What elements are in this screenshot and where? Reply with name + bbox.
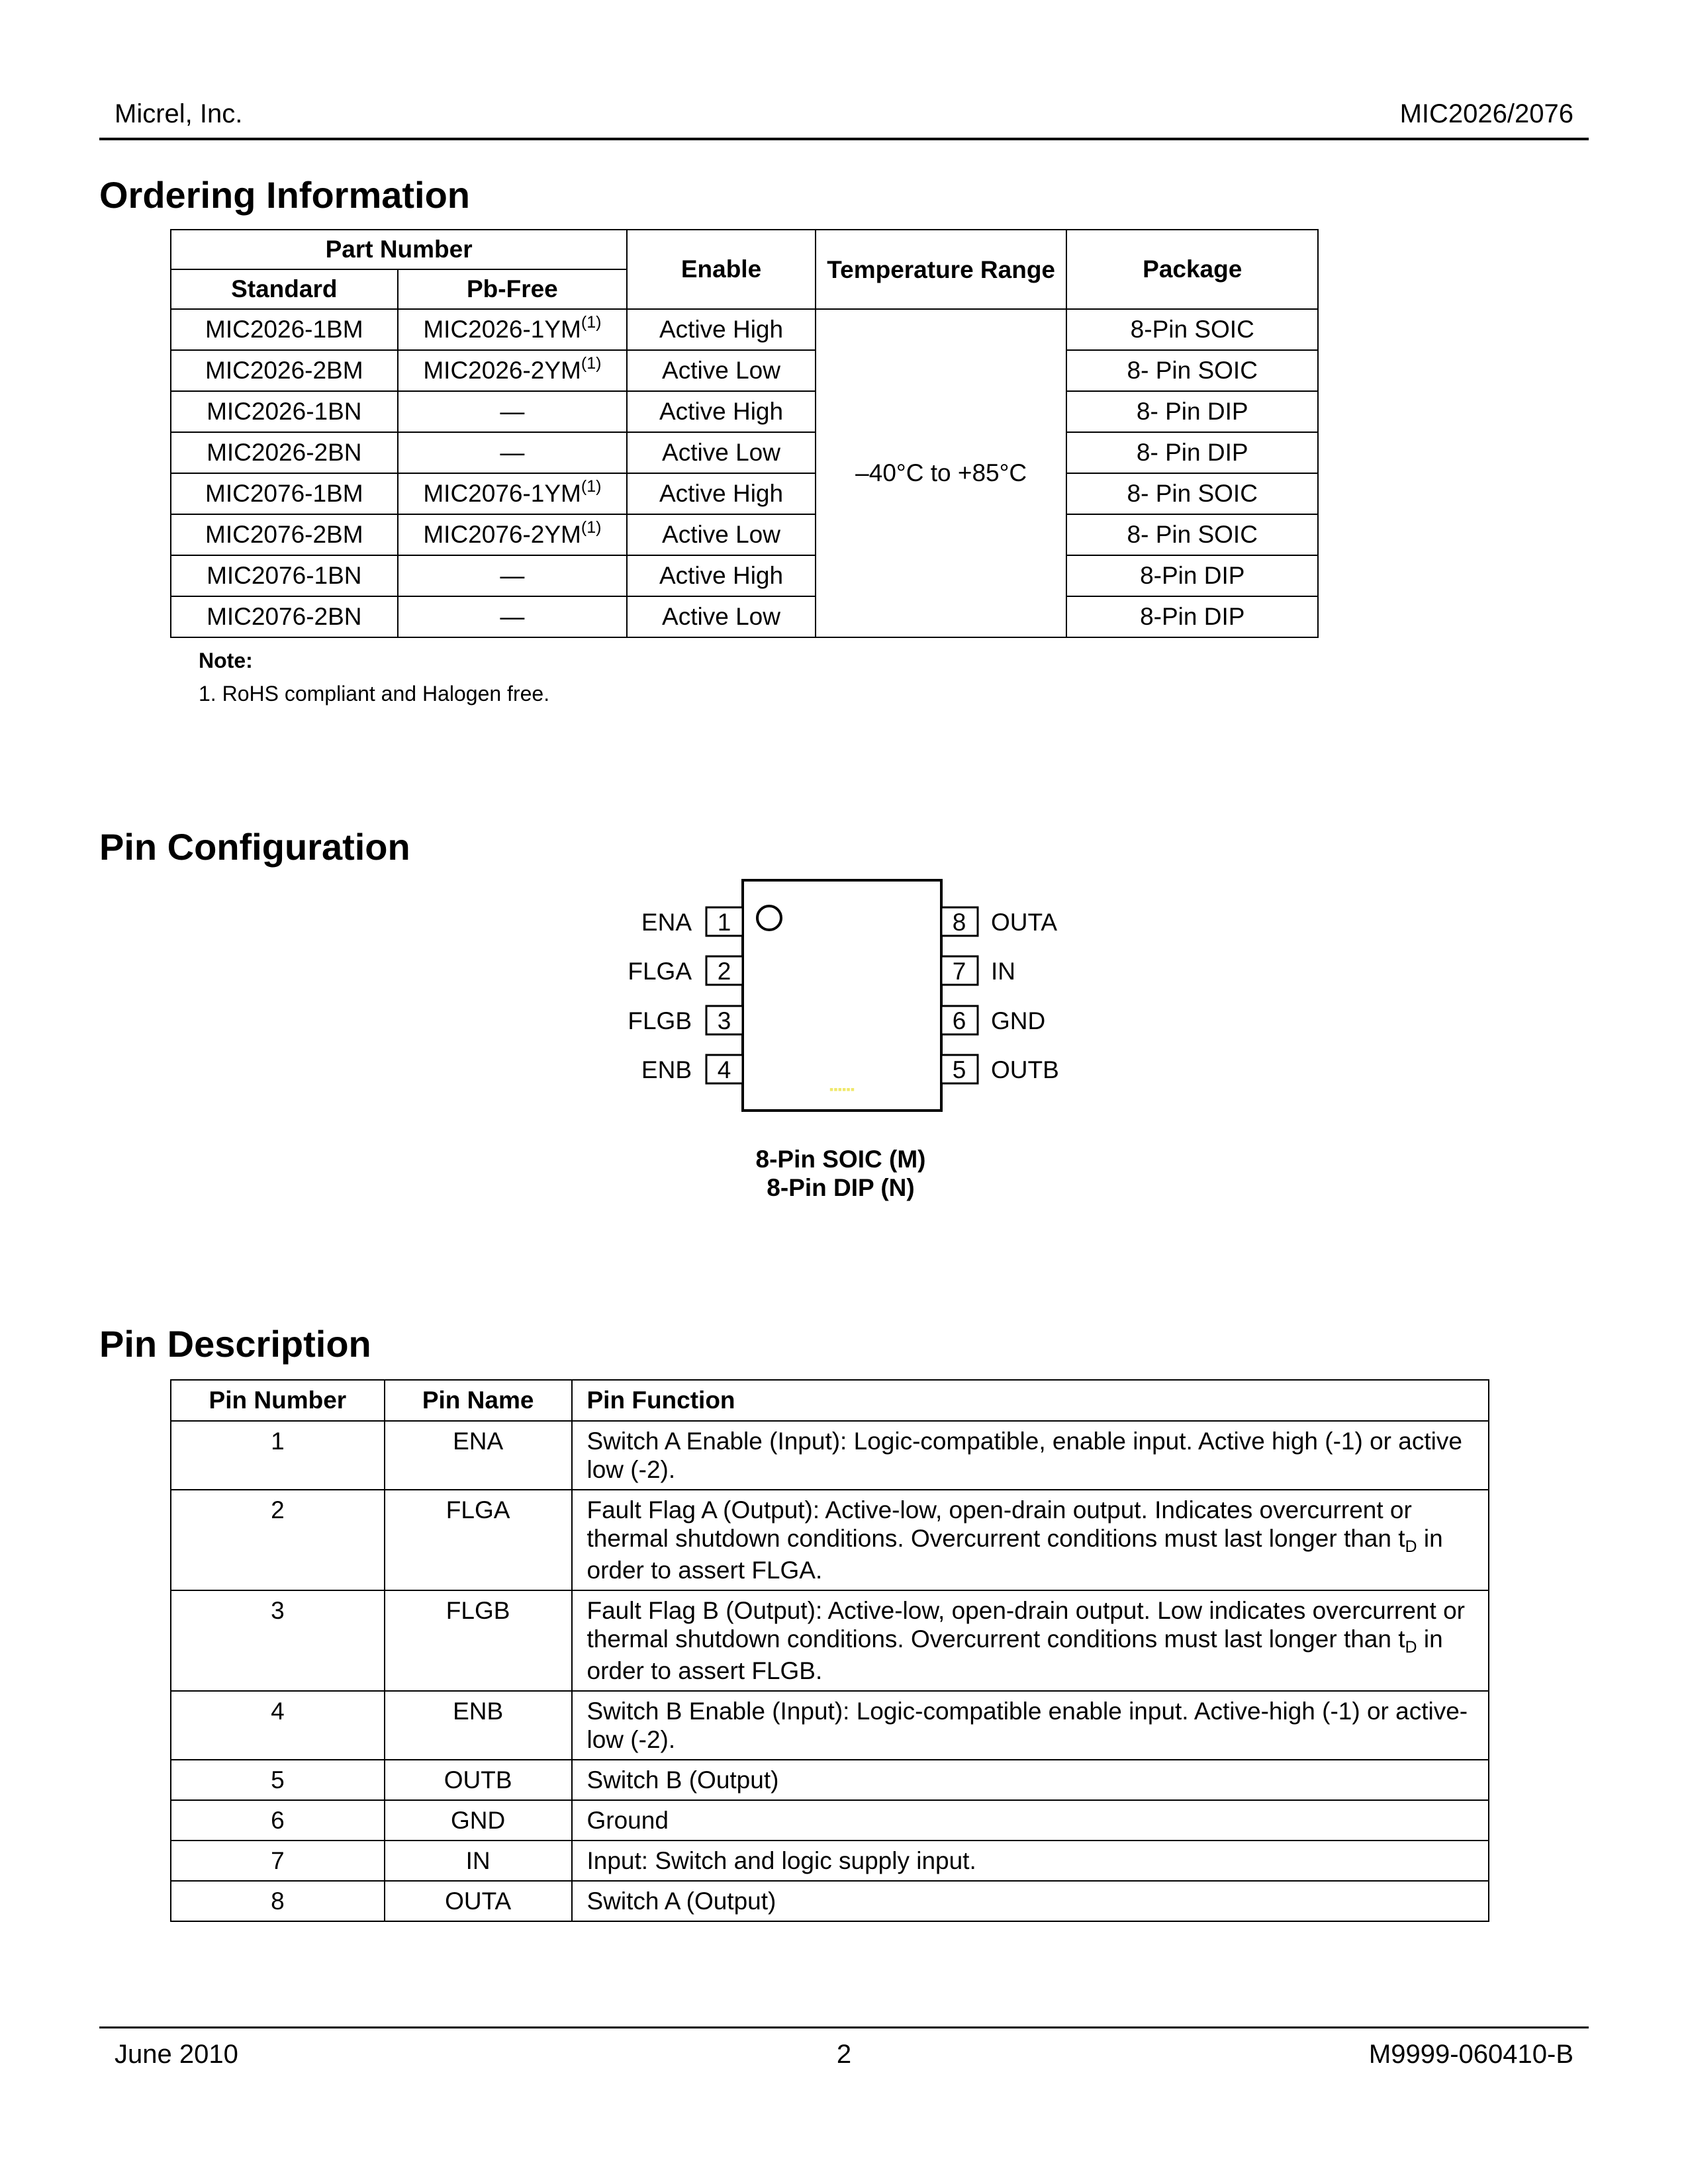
cell-pb-free xyxy=(398,391,628,432)
cell-pin-function xyxy=(572,1760,1489,1800)
pin-8-name: OUTA xyxy=(991,909,1058,936)
cell-pb-free xyxy=(398,596,628,637)
watermark-mark: ▪▪▪▪▪▪ xyxy=(829,1083,855,1096)
pb-free-part: — xyxy=(500,439,525,466)
pin-diagram xyxy=(596,860,1099,1138)
header-rule xyxy=(99,138,1589,140)
pin-2-name: FLGA xyxy=(628,958,692,985)
ic-body xyxy=(743,880,941,1111)
pin-4-number: 4 xyxy=(717,1056,731,1083)
pin-description-row xyxy=(171,1841,1489,1881)
cell-package: 8- Pin DIP xyxy=(1066,391,1318,432)
pin-function-text-cont: in order to assert FLGA. xyxy=(586,1525,1443,1584)
header-company: Micrel, Inc. xyxy=(115,99,243,128)
pin-2 xyxy=(628,956,743,985)
ordering-row xyxy=(171,596,1318,637)
subscript: D xyxy=(1405,1537,1417,1556)
pin-3-number: 3 xyxy=(717,1007,731,1034)
cell-enable: Active Low xyxy=(627,596,816,637)
cell-pin-number: 7 xyxy=(171,1841,385,1881)
pin-1 xyxy=(641,907,743,936)
pb-free-part: MIC2076-2YM xyxy=(423,521,581,548)
pin-1-name: ENA xyxy=(641,909,692,936)
pin-6-number: 6 xyxy=(952,1007,966,1034)
cell-standard: MIC2026-1BN xyxy=(171,391,398,432)
pin-config-title: Pin Configuration xyxy=(99,826,410,868)
cell-pin-function xyxy=(572,1490,1489,1590)
pb-free-part: MIC2026-2YM xyxy=(423,357,581,384)
pin-description-row xyxy=(171,1490,1489,1590)
cell-enable: Active High xyxy=(627,473,816,514)
cell-standard: MIC2076-2BM xyxy=(171,514,398,555)
cell-pin-number: 3 xyxy=(171,1590,385,1691)
cell-pin-function xyxy=(572,1841,1489,1881)
ordering-row xyxy=(171,432,1318,473)
pin-function-text: Switch A Enable (Input): Logic-compatible, enable input. Active high (-1) or active low (-2). xyxy=(586,1428,1462,1483)
pin-6 xyxy=(941,1006,1045,1034)
pin-function-text: Switch B (Output) xyxy=(586,1766,779,1794)
pin-function-text-cont: in order to assert FLGB. xyxy=(586,1625,1443,1684)
pin-description-row xyxy=(171,1760,1489,1800)
footnote-ref: (1) xyxy=(581,313,602,332)
cell-pin-number: 5 xyxy=(171,1760,385,1800)
cell-standard: MIC2076-1BM xyxy=(171,473,398,514)
ordering-row xyxy=(171,514,1318,555)
cell-pin-function xyxy=(572,1691,1489,1760)
cell-pin-number: 4 xyxy=(171,1691,385,1760)
cell-pb-free xyxy=(398,555,628,596)
cell-package: 8- Pin SOIC xyxy=(1066,350,1318,391)
cell-enable: Active High xyxy=(627,309,816,350)
th-temperature-range: Temperature Range xyxy=(816,230,1067,309)
cell-pin-name: OUTB xyxy=(385,1760,572,1800)
footer-date: June 2010 xyxy=(115,2040,238,2069)
ordering-row xyxy=(171,309,1318,350)
cell-pin-function xyxy=(572,1421,1489,1490)
cell-enable: Active Low xyxy=(627,432,816,473)
cell-package: 8- Pin DIP xyxy=(1066,432,1318,473)
pin-8 xyxy=(941,907,1057,936)
cell-pb-free xyxy=(398,514,628,555)
ordering-row xyxy=(171,473,1318,514)
cell-pin-number: 2 xyxy=(171,1490,385,1590)
pb-free-part: — xyxy=(500,562,525,589)
pin-5-name: OUTB xyxy=(991,1056,1059,1083)
ordering-row xyxy=(171,350,1318,391)
cell-pin-name: FLGA xyxy=(385,1490,572,1590)
pin-3-name: FLGB xyxy=(628,1007,692,1034)
pin-function-text: Input: Switch and logic supply input. xyxy=(586,1847,976,1874)
cell-pin-number: 1 xyxy=(171,1421,385,1490)
ordering-row xyxy=(171,391,1318,432)
pb-free-part: MIC2076-1YM xyxy=(423,480,581,507)
pin-description-row xyxy=(171,1881,1489,1921)
pin-7-name: IN xyxy=(991,958,1015,985)
pin-3 xyxy=(628,1006,743,1034)
pin-5-number: 5 xyxy=(952,1056,966,1083)
pin-7-number: 7 xyxy=(952,958,966,985)
cell-package: 8-Pin DIP xyxy=(1066,555,1318,596)
cell-pb-free xyxy=(398,473,628,514)
pin-description-row xyxy=(171,1421,1489,1490)
ordering-table xyxy=(170,229,1319,638)
cell-enable: Active Low xyxy=(627,350,816,391)
ordering-row xyxy=(171,555,1318,596)
th-enable: Enable xyxy=(627,230,816,309)
footnote-ref: (1) xyxy=(581,354,602,373)
pin-4-name: ENB xyxy=(641,1056,692,1083)
th-pin-number: Pin Number xyxy=(171,1380,385,1421)
footer-page-number: 2 xyxy=(836,2040,852,2069)
th-standard: Standard xyxy=(171,269,398,309)
pin-description-row xyxy=(171,1691,1489,1760)
cell-standard: MIC2026-2BM xyxy=(171,350,398,391)
footnote-ref: (1) xyxy=(581,477,602,496)
cell-pin-function xyxy=(572,1800,1489,1841)
footnote-ref: (1) xyxy=(581,518,602,537)
pin-description-rows xyxy=(171,1421,1489,1921)
pin-function-text: Fault Flag A (Output): Active-low, open-drain output. Indicates overcurrent or thermal shutdown conditions. Overcurrent conditions must last longer than t xyxy=(586,1496,1412,1552)
th-pin-name: Pin Name xyxy=(385,1380,572,1421)
th-part-number: Part Number xyxy=(171,230,627,269)
cell-pin-name: ENA xyxy=(385,1421,572,1490)
footer-rule xyxy=(99,2026,1589,2028)
pin-8-number: 8 xyxy=(952,909,966,936)
pin-function-text: Switch B Enable (Input): Logic-compatible enable input. Active-high (-1) or active-low (-2). xyxy=(586,1698,1468,1753)
cell-package: 8-Pin DIP xyxy=(1066,596,1318,637)
cell-standard: MIC2026-1BM xyxy=(171,309,398,350)
pin-2-number: 2 xyxy=(717,958,731,985)
pin-function-text: Switch A (Output) xyxy=(586,1888,776,1915)
pb-free-part: — xyxy=(500,603,525,630)
cell-pin-name: IN xyxy=(385,1841,572,1881)
pb-free-part: MIC2026-1YM xyxy=(423,316,581,343)
cell-package: 8- Pin SOIC xyxy=(1066,514,1318,555)
package-caption-dip: 8-Pin DIP (N) xyxy=(767,1174,915,1201)
th-package: Package xyxy=(1066,230,1318,309)
pin-description-title: Pin Description xyxy=(99,1323,371,1365)
cell-enable: Active Low xyxy=(627,514,816,555)
th-pb-free: Pb-Free xyxy=(398,269,628,309)
pin-1-number: 1 xyxy=(717,909,731,936)
ordering-rows xyxy=(171,309,1318,637)
pin-4 xyxy=(641,1055,743,1083)
cell-pin-name: ENB xyxy=(385,1691,572,1760)
cell-enable: Active High xyxy=(627,391,816,432)
pin-5 xyxy=(941,1055,1059,1083)
pin-7 xyxy=(941,956,1015,985)
header-part-number: MIC2026/2076 xyxy=(1399,99,1573,128)
cell-pin-name: FLGB xyxy=(385,1590,572,1691)
cell-pin-name: GND xyxy=(385,1800,572,1841)
cell-pin-function xyxy=(572,1881,1489,1921)
package-caption xyxy=(702,1145,980,1202)
cell-temperature-range: –40°C to +85°C xyxy=(816,309,1067,637)
pin-function-text: Ground xyxy=(586,1807,669,1834)
pin-6-name: GND xyxy=(991,1007,1046,1034)
cell-pb-free xyxy=(398,350,628,391)
pin-function-text: Fault Flag B (Output): Active-low, open-drain output. Low indicates overcurrent or thermal shutdown conditions. Overcurrent conditions must last longer than t xyxy=(586,1597,1465,1653)
cell-pb-free xyxy=(398,309,628,350)
pin-description-row xyxy=(171,1800,1489,1841)
cell-pb-free xyxy=(398,432,628,473)
cell-package: 8-Pin SOIC xyxy=(1066,309,1318,350)
note-text: 1. RoHS compliant and Halogen free. xyxy=(199,682,550,705)
th-pin-function: Pin Function xyxy=(572,1380,1489,1421)
cell-pin-number: 8 xyxy=(171,1881,385,1921)
cell-standard: MIC2076-2BN xyxy=(171,596,398,637)
cell-standard: MIC2026-2BN xyxy=(171,432,398,473)
pin-description-table xyxy=(170,1379,1489,1922)
cell-standard: MIC2076-1BN xyxy=(171,555,398,596)
package-caption-soic: 8-Pin SOIC (M) xyxy=(755,1146,926,1173)
subscript: D xyxy=(1405,1638,1417,1657)
cell-pin-function xyxy=(572,1590,1489,1691)
footer-doc-number: M9999-060410-B xyxy=(1368,2040,1573,2069)
note-title: Note: xyxy=(199,649,253,672)
ordering-title: Ordering Information xyxy=(99,174,470,216)
cell-enable: Active High xyxy=(627,555,816,596)
pin-description-row xyxy=(171,1590,1489,1691)
cell-pin-number: 6 xyxy=(171,1800,385,1841)
cell-pin-name: OUTA xyxy=(385,1881,572,1921)
pb-free-part: — xyxy=(500,398,525,425)
cell-package: 8- Pin SOIC xyxy=(1066,473,1318,514)
